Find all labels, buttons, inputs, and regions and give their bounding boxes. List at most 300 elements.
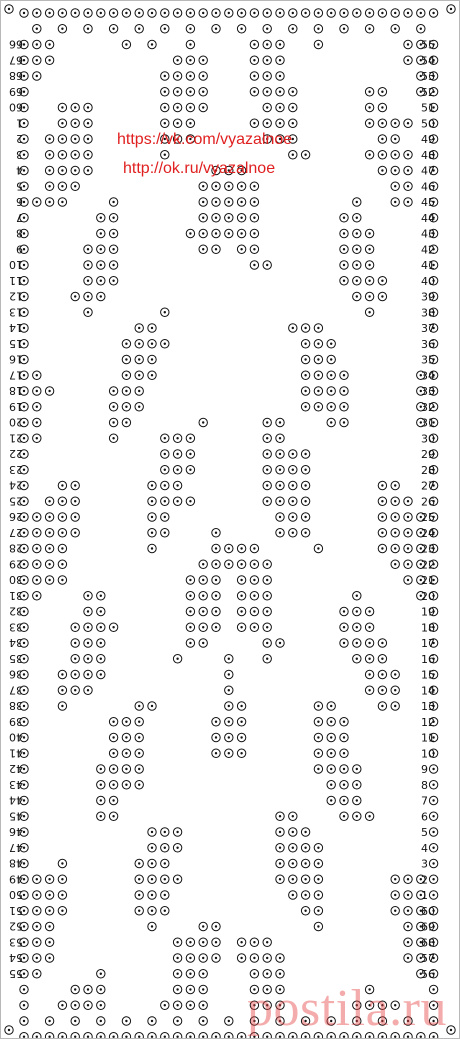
stitch-symbol xyxy=(429,859,437,867)
stitch-symbol xyxy=(71,513,79,521)
stitch-symbol xyxy=(199,938,207,946)
stitch-symbol xyxy=(404,907,412,915)
stitch-symbol xyxy=(340,371,348,379)
stitch-symbol xyxy=(378,497,386,505)
stitch-symbol xyxy=(161,1001,169,1009)
stitch-symbol xyxy=(365,686,373,694)
stitch-symbol xyxy=(109,198,117,206)
right-row-number: 34 xyxy=(421,369,435,383)
left-row-number: 23 xyxy=(9,462,23,476)
stitch-symbol xyxy=(199,245,207,253)
stitch-symbol xyxy=(173,985,181,993)
stitch-symbol xyxy=(340,623,348,631)
stitch-symbol xyxy=(237,9,245,17)
left-row-number: 9 xyxy=(16,242,23,256)
stitch-symbol xyxy=(122,418,130,426)
left-row-number: 50 xyxy=(9,888,23,901)
stitch-symbol xyxy=(148,481,156,489)
stitch-symbol xyxy=(33,418,41,426)
stitch-symbol xyxy=(429,796,437,804)
stitch-symbol xyxy=(378,135,386,143)
stitch-symbol xyxy=(148,875,156,883)
stitch-symbol xyxy=(161,481,169,489)
stitch-symbol xyxy=(109,261,117,269)
stitch-symbol xyxy=(250,938,258,946)
left-row-number: 11 xyxy=(9,273,23,287)
stitch-symbol xyxy=(250,954,258,962)
stitch-symbol xyxy=(391,198,399,206)
stitch-symbol xyxy=(33,560,41,568)
stitch-symbol xyxy=(45,907,53,915)
left-row-number: 20 xyxy=(9,415,23,429)
stitch-symbol xyxy=(20,1017,28,1025)
stitch-symbol xyxy=(340,639,348,647)
stitch-symbol xyxy=(71,670,79,678)
stitch-symbol xyxy=(250,214,258,222)
stitch-symbol xyxy=(353,796,361,804)
stitch-symbol xyxy=(225,686,233,694)
stitch-symbol xyxy=(173,9,181,17)
stitch-symbol xyxy=(225,544,233,552)
stitch-symbol xyxy=(45,891,53,899)
stitch-symbol xyxy=(97,670,105,678)
stitch-symbol xyxy=(301,529,309,537)
stitch-symbol xyxy=(58,702,66,710)
stitch-symbol xyxy=(173,72,181,80)
right-row-number: 33 xyxy=(421,385,435,398)
stitch-symbol xyxy=(225,229,233,237)
stitch-symbol xyxy=(97,985,105,993)
stitch-symbol xyxy=(109,387,117,395)
stitch-symbol xyxy=(186,497,194,505)
stitch-symbol xyxy=(340,277,348,285)
stitch-symbol xyxy=(84,119,92,127)
stitch-symbol xyxy=(404,56,412,64)
left-row-number: 12 xyxy=(9,289,23,303)
stitch-symbol xyxy=(212,938,220,946)
stitch-symbol xyxy=(289,513,297,521)
stitch-symbol xyxy=(225,655,233,663)
left-row-number: 44 xyxy=(9,793,23,807)
stitch-symbol xyxy=(378,292,386,300)
stitch-symbol xyxy=(122,9,130,17)
right-row-number: 42 xyxy=(421,243,435,257)
right-row-number: 6 xyxy=(421,810,428,824)
stitch-symbol xyxy=(263,560,271,568)
stitch-symbol xyxy=(84,166,92,174)
stitch-symbol xyxy=(327,781,335,789)
stitch-symbol xyxy=(353,229,361,237)
stitch-symbol xyxy=(276,844,284,852)
stitch-symbol xyxy=(84,135,92,143)
left-row-number: 33 xyxy=(9,620,23,634)
stitch-symbol xyxy=(353,214,361,222)
stitch-symbol xyxy=(250,623,258,631)
stitch-symbol xyxy=(391,702,399,710)
stitch-symbol xyxy=(404,198,412,206)
stitch-symbol xyxy=(314,40,322,48)
stitch-symbol xyxy=(225,702,233,710)
stitch-symbol xyxy=(45,922,53,930)
stitch-symbol xyxy=(237,25,245,33)
stitch-symbol xyxy=(135,891,143,899)
right-row-number: 15 xyxy=(421,668,435,682)
stitch-symbol xyxy=(340,25,348,33)
stitch-symbol xyxy=(161,88,169,96)
stitch-symbol xyxy=(97,245,105,253)
right-row-number: 24 xyxy=(421,526,435,540)
stitch-symbol xyxy=(301,387,309,395)
stitch-symbol xyxy=(109,623,117,631)
stitch-symbol xyxy=(97,214,105,222)
stitch-symbol xyxy=(173,450,181,458)
stitch-symbol xyxy=(173,103,181,111)
stitch-symbol xyxy=(45,1033,53,1038)
stitch-symbol xyxy=(45,513,53,521)
stitch-symbol xyxy=(263,103,271,111)
stitch-symbol xyxy=(71,623,79,631)
left-row-number: 25 xyxy=(9,494,23,508)
stitch-symbol xyxy=(276,859,284,867)
stitch-symbol xyxy=(276,812,284,820)
stitch-symbol xyxy=(225,1033,233,1038)
stitch-symbol xyxy=(212,576,220,584)
right-row-number: 47 xyxy=(421,164,435,178)
stitch-symbol xyxy=(58,859,66,867)
stitch-symbol xyxy=(378,166,386,174)
stitch-symbol xyxy=(45,56,53,64)
right-row-number: 22 xyxy=(421,558,435,572)
stitch-symbol xyxy=(237,560,245,568)
stitch-symbol xyxy=(276,40,284,48)
stitch-symbol xyxy=(135,781,143,789)
stitch-symbol xyxy=(404,938,412,946)
stitch-symbol xyxy=(365,119,373,127)
stitch-symbol xyxy=(148,371,156,379)
stitch-symbol xyxy=(225,560,233,568)
stitch-symbol xyxy=(314,844,322,852)
stitch-symbol xyxy=(135,718,143,726)
stitch-symbol xyxy=(212,733,220,741)
stitch-symbol xyxy=(353,781,361,789)
stitch-symbol xyxy=(263,639,271,647)
stitch-symbol xyxy=(33,9,41,17)
stitch-symbol xyxy=(378,103,386,111)
right-row-number: 40 xyxy=(421,274,435,288)
stitch-symbol xyxy=(148,355,156,363)
stitch-symbol xyxy=(391,9,399,17)
stitch-symbol xyxy=(71,103,79,111)
stitch-symbol xyxy=(109,781,117,789)
right-row-number: 41 xyxy=(421,259,435,272)
stitch-symbol xyxy=(199,970,207,978)
stitch-symbol xyxy=(148,544,156,552)
stitch-symbol xyxy=(58,9,66,17)
stitch-symbol xyxy=(365,151,373,159)
stitch-symbol xyxy=(135,702,143,710)
stitch-symbol xyxy=(327,355,335,363)
stitch-symbol xyxy=(378,670,386,678)
stitch-symbol xyxy=(109,418,117,426)
stitch-symbol xyxy=(45,182,53,190)
stitch-symbol xyxy=(122,1033,130,1038)
right-row-number: 25 xyxy=(421,511,435,524)
stitch-symbol xyxy=(97,607,105,615)
stitch-symbol xyxy=(173,481,181,489)
stitch-symbol xyxy=(33,403,41,411)
left-row-number: 43 xyxy=(9,777,23,791)
stitch-symbol xyxy=(71,639,79,647)
stitch-symbol xyxy=(212,560,220,568)
stitch-symbol xyxy=(173,466,181,474)
stitch-symbol xyxy=(250,198,258,206)
stitch-symbol xyxy=(404,875,412,883)
stitch-symbol xyxy=(109,229,117,237)
stitch-symbol xyxy=(199,418,207,426)
stitch-symbol xyxy=(429,9,437,17)
right-row-number: 45 xyxy=(421,196,435,209)
stitch-symbol xyxy=(135,403,143,411)
stitch-symbol xyxy=(263,72,271,80)
right-row-number: 9 xyxy=(421,763,428,776)
stitch-symbol xyxy=(378,277,386,285)
stitch-symbol xyxy=(340,607,348,615)
stitch-symbol xyxy=(404,544,412,552)
stitch-symbol xyxy=(33,592,41,600)
stitch-symbol xyxy=(250,592,258,600)
stitch-symbol xyxy=(378,88,386,96)
stitch-symbol xyxy=(237,592,245,600)
stitch-symbol xyxy=(84,1033,92,1038)
left-row-number: 22 xyxy=(9,447,23,460)
stitch-symbol xyxy=(122,371,130,379)
stitch-symbol xyxy=(340,812,348,820)
stitch-symbol xyxy=(186,1001,194,1009)
left-row-number: 5 xyxy=(16,179,23,193)
left-row-number: 27 xyxy=(9,525,23,539)
stitch-symbol xyxy=(84,592,92,600)
stitch-symbol xyxy=(353,607,361,615)
stitch-symbol xyxy=(378,513,386,521)
stitch-symbol xyxy=(289,466,297,474)
stitch-symbol xyxy=(161,497,169,505)
right-row-number: 32 xyxy=(421,400,435,414)
left-row-number: 51 xyxy=(9,903,23,917)
stitch-symbol xyxy=(33,1033,41,1038)
left-row-number: 42 xyxy=(9,762,23,775)
stitch-symbol xyxy=(161,513,169,521)
stitch-symbol xyxy=(45,954,53,962)
stitch-symbol xyxy=(314,859,322,867)
stitch-symbol xyxy=(33,72,41,80)
stitch-symbol xyxy=(71,9,79,17)
right-row-number: 3 xyxy=(421,857,428,871)
stitch-symbol xyxy=(289,481,297,489)
stitch-symbol xyxy=(84,245,92,253)
left-row-number: 67 xyxy=(9,53,23,67)
stitch-symbol xyxy=(186,72,194,80)
stitch-symbol xyxy=(365,308,373,316)
stitch-symbol xyxy=(301,9,309,17)
stitch-symbol xyxy=(276,450,284,458)
right-row-number: 46 xyxy=(421,180,435,194)
left-row-number: 10 xyxy=(9,258,23,271)
stitch-symbol xyxy=(122,749,130,757)
stitch-symbol xyxy=(135,355,143,363)
right-row-number: 55 xyxy=(421,38,435,52)
left-row-number: 60 xyxy=(9,100,23,114)
stitch-symbol xyxy=(199,576,207,584)
stitch-symbol xyxy=(109,796,117,804)
stitch-symbol xyxy=(250,261,258,269)
stitch-symbol xyxy=(404,891,412,899)
stitch-symbol xyxy=(84,670,92,678)
watermark-vk-url: https://vk.com/vyazalnoe xyxy=(117,131,293,148)
stitch-symbol xyxy=(161,340,169,348)
stitch-symbol xyxy=(58,907,66,915)
stitch-symbol xyxy=(58,151,66,159)
stitch-symbol xyxy=(289,88,297,96)
left-row-number: 47 xyxy=(9,840,23,854)
stitch-symbol xyxy=(97,1001,105,1009)
stitch-symbol xyxy=(161,9,169,17)
stitch-symbol xyxy=(186,954,194,962)
stitch-symbol xyxy=(391,135,399,143)
stitch-symbol xyxy=(314,324,322,332)
stitch-symbol xyxy=(109,718,117,726)
stitch-symbol xyxy=(365,670,373,678)
stitch-symbol xyxy=(365,88,373,96)
stitch-symbol xyxy=(429,765,437,773)
stitch-symbol xyxy=(314,907,322,915)
stitch-symbol xyxy=(327,765,335,773)
stitch-symbol xyxy=(327,718,335,726)
stitch-symbol xyxy=(161,844,169,852)
stitch-symbol xyxy=(122,355,130,363)
stitch-symbol xyxy=(71,182,79,190)
corner-symbol xyxy=(447,5,455,13)
stitch-symbol xyxy=(161,119,169,127)
stitch-symbol xyxy=(378,9,386,17)
stitch-symbol xyxy=(186,466,194,474)
right-row-number: 68 xyxy=(421,936,435,950)
stitch-symbol xyxy=(161,529,169,537)
stitch-symbol xyxy=(148,40,156,48)
stitch-symbol xyxy=(45,9,53,17)
stitch-symbol xyxy=(186,970,194,978)
stitch-symbol xyxy=(84,308,92,316)
stitch-symbol xyxy=(314,749,322,757)
stitch-symbol xyxy=(186,1033,194,1038)
stitch-symbol xyxy=(225,9,233,17)
stitch-symbol xyxy=(161,907,169,915)
stitch-symbol xyxy=(404,576,412,584)
left-row-number: 7 xyxy=(16,210,23,224)
stitch-symbol xyxy=(109,434,117,442)
right-row-number: 57 xyxy=(421,952,435,965)
stitch-symbol xyxy=(97,9,105,17)
stitch-symbol xyxy=(301,450,309,458)
right-row-number: 30 xyxy=(421,432,435,446)
stitch-symbol xyxy=(33,529,41,537)
right-row-number: 36 xyxy=(421,337,435,351)
stitch-symbol xyxy=(148,9,156,17)
stitch-symbol xyxy=(186,25,194,33)
left-row-number: 35 xyxy=(9,651,23,665)
left-row-number: 15 xyxy=(9,336,23,350)
stitch-symbol xyxy=(301,355,309,363)
left-row-number: 53 xyxy=(9,935,23,949)
stitch-symbol xyxy=(314,922,322,930)
stitch-symbol xyxy=(58,875,66,883)
stitch-symbol xyxy=(186,938,194,946)
left-row-number: 54 xyxy=(9,951,23,964)
right-row-number: 21 xyxy=(421,574,435,587)
right-row-number: 16 xyxy=(421,652,435,666)
stitch-symbol xyxy=(378,544,386,552)
stitch-symbol xyxy=(276,875,284,883)
stitch-symbol xyxy=(97,1017,105,1025)
stitch-symbol xyxy=(58,529,66,537)
stitch-symbol xyxy=(353,812,361,820)
stitch-symbol xyxy=(199,985,207,993)
stitch-symbol xyxy=(404,529,412,537)
stitch-symbol xyxy=(404,166,412,174)
stitch-symbol xyxy=(327,733,335,741)
stitch-symbol xyxy=(109,9,117,17)
stitch-symbol xyxy=(391,686,399,694)
postila-logo-watermark: postila.ru xyxy=(247,980,447,1037)
left-row-number: 2 xyxy=(16,132,23,145)
stitch-symbol xyxy=(225,182,233,190)
stitch-symbol xyxy=(340,214,348,222)
left-row-number: 30 xyxy=(9,573,23,586)
stitch-symbol xyxy=(289,497,297,505)
stitch-symbol xyxy=(314,371,322,379)
stitch-symbol xyxy=(365,229,373,237)
left-row-number: 55 xyxy=(9,966,23,980)
stitch-symbol xyxy=(340,418,348,426)
stitch-symbol xyxy=(263,970,271,978)
stitch-symbol xyxy=(84,639,92,647)
stitch-symbol xyxy=(289,828,297,836)
stitch-symbol xyxy=(237,198,245,206)
stitch-symbol xyxy=(58,576,66,584)
stitch-symbol xyxy=(109,749,117,757)
stitch-symbol xyxy=(45,1017,53,1025)
left-row-number: 26 xyxy=(9,510,23,523)
right-row-number: 12 xyxy=(421,715,435,729)
left-row-number: 4 xyxy=(16,163,23,177)
stitch-symbol xyxy=(84,25,92,33)
stitch-symbol xyxy=(276,9,284,17)
stitch-symbol xyxy=(148,859,156,867)
stitch-symbol xyxy=(84,103,92,111)
right-row-number: 51 xyxy=(421,101,435,115)
right-row-number: 13 xyxy=(421,700,435,713)
stitch-symbol xyxy=(199,214,207,222)
stitch-symbol xyxy=(301,907,309,915)
right-row-number: 49 xyxy=(421,133,435,146)
stitch-symbol xyxy=(340,229,348,237)
stitch-symbol xyxy=(276,529,284,537)
stitch-symbol xyxy=(84,686,92,694)
stitch-symbol xyxy=(378,529,386,537)
stitch-symbol xyxy=(250,229,258,237)
stitch-symbol xyxy=(340,9,348,17)
stitch-symbol xyxy=(97,812,105,820)
stitch-symbol xyxy=(33,387,41,395)
